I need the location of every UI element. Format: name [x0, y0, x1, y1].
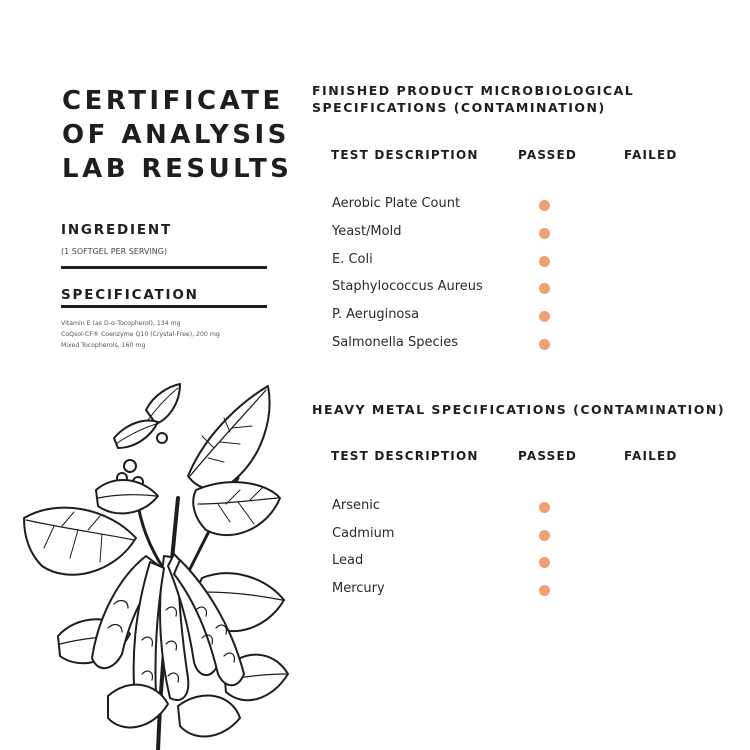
metal-col-failed: FAILED	[624, 449, 678, 463]
micro-col-failed: FAILED	[624, 148, 678, 162]
specification-line: Mixed Tocopherols, 160 mg	[61, 342, 146, 349]
test-row-label: Cadmium	[332, 525, 395, 541]
metal-col-test-description: TEST DESCRIPTION	[331, 449, 479, 463]
passed-indicator-dot	[539, 557, 550, 568]
passed-indicator-dot	[539, 585, 550, 596]
test-row-label: P. Aeruginosa	[332, 307, 420, 323]
passed-indicator-dot	[539, 200, 550, 211]
heavy-metal-heading: HEAVY METAL SPECIFICATIONS (CONTAMINATION)	[312, 402, 726, 417]
test-row-label: Mercury	[332, 580, 385, 596]
test-row-label: Lead	[332, 553, 364, 568]
test-row-label: Arsenic	[332, 498, 381, 513]
microbiological-heading	[312, 82, 634, 116]
passed-indicator-dot	[539, 228, 550, 239]
specification-label: SPECIFICATION	[61, 287, 199, 303]
specification-divider	[61, 305, 267, 308]
passed-indicator-dot	[539, 339, 550, 350]
passed-indicator-dot	[539, 502, 550, 513]
leaf	[24, 508, 136, 575]
title-line-2: OF ANALYSIS	[62, 120, 290, 150]
specification-line: Vitamin E (as D-α-Tocopherol), 134 mg	[61, 320, 181, 327]
metal-col-passed: PASSED	[518, 449, 578, 463]
microbiological-heading-line-2: SPECIFICATIONS (CONTAMINATION)	[312, 100, 606, 115]
test-row-label: Salmonella Species	[332, 335, 459, 350]
micro-col-passed: PASSED	[518, 148, 578, 162]
specification-line: CoQsol-CF® Coenzyme Q10 (Crystal-Free), 200 mg	[61, 331, 220, 338]
leaf	[193, 482, 280, 535]
title-line-3: LAB RESULTS	[62, 154, 293, 184]
passed-indicator-dot	[539, 530, 550, 541]
test-row-label: Aerobic Plate Count	[332, 196, 461, 211]
leaf	[188, 386, 270, 489]
passed-indicator-dot	[539, 311, 550, 322]
test-row-label: Yeast/Mold	[332, 223, 402, 239]
test-row-label: E. Coli	[332, 251, 373, 267]
passed-indicator-dot	[539, 283, 550, 294]
leaf	[114, 421, 158, 448]
page-title	[62, 84, 292, 186]
passed-indicator-dot	[539, 256, 550, 267]
microbiological-heading-line-1: FINISHED PRODUCT MICROBIOLOGICAL	[312, 83, 635, 98]
title-line-1: CERTIFICATE	[62, 86, 284, 116]
ingredient-serving: (1 SOFTGEL PER SERVING)	[61, 247, 168, 256]
ingredient-divider	[61, 266, 267, 269]
ingredient-label: INGREDIENT	[61, 222, 172, 238]
test-row-label: Staphylococcus Aureus	[332, 279, 483, 295]
micro-col-test-description: TEST DESCRIPTION	[331, 148, 479, 162]
specification-list	[61, 318, 220, 351]
soybean-plant-illustration	[18, 378, 293, 750]
